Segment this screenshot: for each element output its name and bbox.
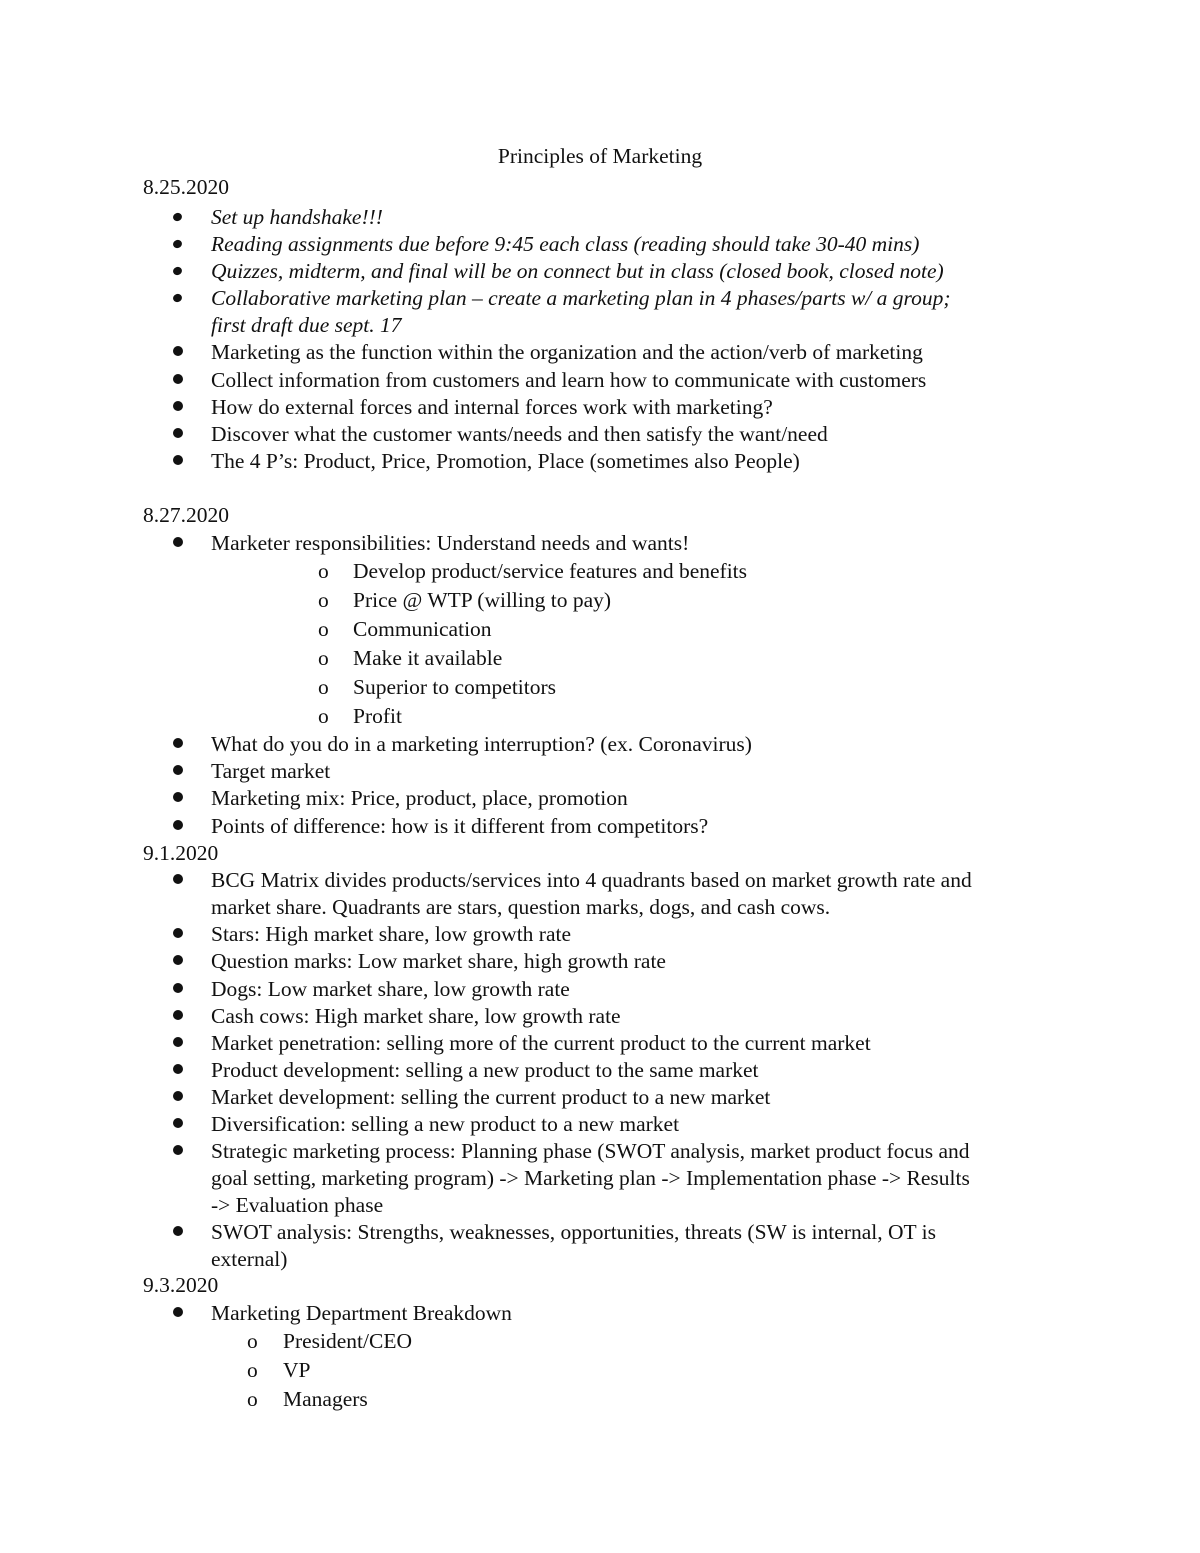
date-heading: 9.1.2020 — [143, 841, 219, 865]
list-item-continuation: goal setting, marketing program) -> Marketing plan -> Implementation phase -> Results — [211, 1166, 970, 1190]
sub-list-item: Superior to competitors — [353, 675, 557, 699]
bullet-icon — [173, 983, 183, 993]
list-item: Marketing Department Breakdown — [211, 1301, 512, 1325]
list-item: Points of difference: how is it different from competitors? — [211, 814, 709, 838]
list-item: Diversification: selling a new product to a new market — [211, 1112, 680, 1136]
list-item-continuation: first draft due sept. 17 — [211, 313, 402, 337]
bullet-icon — [173, 928, 183, 938]
date-heading: 9.3.2020 — [143, 1273, 219, 1297]
bullet-icon — [173, 1064, 183, 1074]
list-item: Question marks: Low market share, high growth rate — [211, 949, 666, 973]
list-item: Reading assignments due before 9:45 each class (reading should take 30-40 mins) — [211, 232, 920, 256]
sub-bullet-icon: o — [247, 1329, 258, 1353]
bullet-icon — [173, 1118, 183, 1128]
list-item: Marketing as the function within the organization and the action/verb of marketing — [211, 340, 923, 364]
bullet-icon — [173, 1226, 183, 1236]
sub-list-item: Price @ WTP (willing to pay) — [353, 588, 612, 612]
sub-list-item: VP — [283, 1358, 311, 1382]
bullet-icon — [173, 792, 183, 802]
bullet-icon — [173, 455, 183, 465]
list-item: Set up handshake!!! — [211, 205, 383, 229]
list-item: Marketing mix: Price, product, place, promotion — [211, 786, 628, 810]
list-item: The 4 P’s: Product, Price, Promotion, Place (sometimes also People) — [211, 449, 800, 473]
bullet-icon — [172, 293, 183, 304]
page-title: Principles of Marketing — [497, 144, 703, 168]
list-item: Target market — [211, 759, 331, 783]
list-item: Discover what the customer wants/needs and then satisfy the want/need — [211, 422, 828, 446]
sub-list-item: Communication — [353, 617, 492, 641]
list-item-continuation: external) — [211, 1247, 288, 1271]
list-item: Quizzes, midterm, and final will be on connect but in class (closed book, closed note) — [211, 259, 944, 283]
date-heading: 8.27.2020 — [143, 503, 229, 527]
bullet-icon — [173, 738, 183, 748]
sub-list-item: Make it available — [353, 646, 503, 670]
sub-bullet-icon: o — [247, 1358, 258, 1382]
bullet-icon — [173, 346, 183, 356]
list-item: Market development: selling the current product to a new market — [211, 1085, 771, 1109]
bullet-icon — [172, 266, 183, 277]
sub-list-item: Profit — [353, 704, 402, 728]
list-item: Cash cows: High market share, low growth rate — [211, 1004, 621, 1028]
bullet-icon — [173, 955, 183, 965]
sub-list-item: Develop product/service features and benefits — [353, 559, 748, 583]
bullet-icon — [173, 874, 183, 884]
list-item: Collect information from customers and learn how to communicate with customers — [211, 368, 927, 392]
list-item: Dogs: Low market share, low growth rate — [211, 977, 570, 1001]
list-item: BCG Matrix divides products/services into 4 quadrants based on market growth rate and — [211, 868, 972, 892]
sub-bullet-icon: o — [318, 617, 329, 641]
sub-bullet-icon: o — [318, 704, 329, 728]
list-item: Market penetration: selling more of the current product to the current market — [211, 1031, 871, 1055]
list-item: How do external forces and internal forces work with marketing? — [211, 395, 773, 419]
list-item: Strategic marketing process: Planning phase (SWOT analysis, market product focus and — [211, 1139, 970, 1163]
bullet-icon — [173, 1145, 183, 1155]
bullet-icon — [173, 1037, 183, 1047]
bullet-icon — [173, 820, 183, 830]
list-item: Product development: selling a new product to the same market — [211, 1058, 759, 1082]
bullet-icon — [173, 1091, 183, 1101]
bullet-icon — [172, 239, 183, 250]
list-item-continuation: -> Evaluation phase — [211, 1193, 384, 1217]
bullet-icon — [172, 212, 183, 223]
list-item-continuation: market share. Quadrants are stars, question marks, dogs, and cash cows. — [211, 895, 831, 919]
sub-bullet-icon: o — [318, 559, 329, 583]
sub-bullet-icon: o — [318, 588, 329, 612]
list-item: Stars: High market share, low growth rate — [211, 922, 572, 946]
bullet-icon — [173, 1307, 183, 1317]
sub-list-item: President/CEO — [283, 1329, 412, 1353]
list-item: Marketer responsibilities: Understand needs and wants! — [211, 531, 690, 555]
date-heading: 8.25.2020 — [143, 175, 229, 199]
bullet-icon — [173, 765, 183, 775]
bullet-icon — [173, 374, 183, 384]
bullet-icon — [173, 537, 183, 547]
bullet-icon — [173, 428, 183, 438]
list-item: Collaborative marketing plan – create a marketing plan in 4 phases/parts w/ a group; — [211, 286, 951, 310]
sub-list-item: Managers — [283, 1387, 368, 1411]
bullet-icon — [173, 1010, 183, 1020]
sub-bullet-icon: o — [318, 675, 329, 699]
list-item: What do you do in a marketing interruption? (ex. Coronavirus) — [211, 732, 752, 756]
sub-bullet-icon: o — [318, 646, 329, 670]
sub-bullet-icon: o — [247, 1387, 258, 1411]
list-item: SWOT analysis: Strengths, weaknesses, opportunities, threats (SW is internal, OT is — [211, 1220, 936, 1244]
bullet-icon — [173, 401, 183, 411]
